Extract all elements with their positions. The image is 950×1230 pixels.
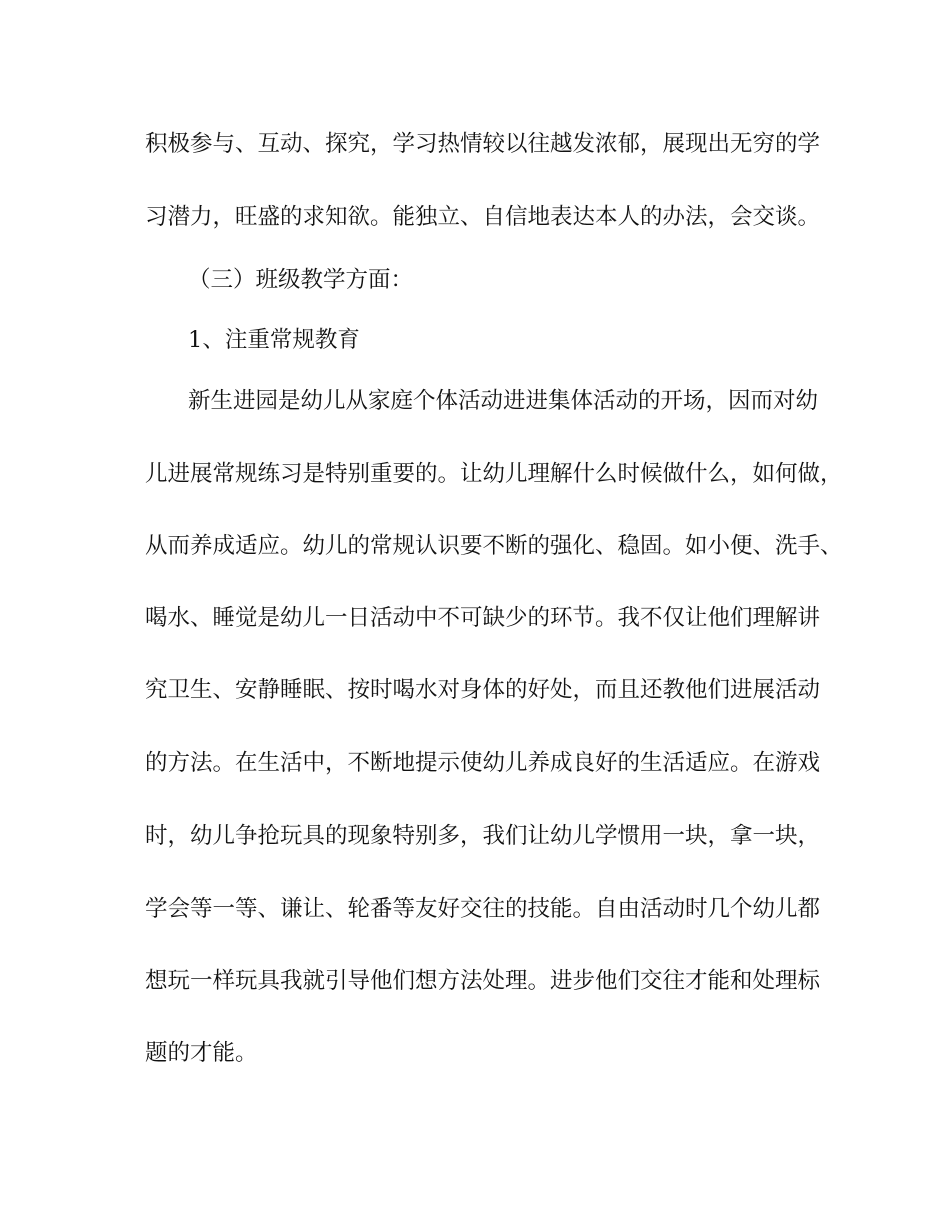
paragraph-line: 积极参与、互动、探究，学习热情较以往越发浓郁，展现出无穷的学 <box>145 131 821 157</box>
paragraph-line: 题的才能。 <box>145 1040 258 1066</box>
paragraph-line: 学会等一等、谦让、轮番等友好交往的技能。自由活动时几个幼儿都 <box>145 896 821 922</box>
subsection-heading: 1、注重常规教育 <box>188 327 360 353</box>
paragraph-line: 喝水、睡觉是幼儿一日活动中不可缺少的环节。我不仅让他们理解讲 <box>145 605 821 631</box>
paragraph-line: 想玩一样玩具我就引导他们想方法处理。进步他们交往才能和处理标 <box>145 968 821 994</box>
paragraph-line: 究卫生、安静睡眠、按时喝水对身体的好处，而且还教他们进展活动 <box>145 677 821 703</box>
section-heading: （三）班级教学方面： <box>188 267 414 293</box>
paragraph-line: 的方法。在生活中，不断地提示使幼儿养成良好的生活适应。在游戏 <box>145 750 821 776</box>
paragraph-line: 从而养成适应。幼儿的常规认识要不断的强化、稳固。如小便、洗手、 <box>145 533 843 559</box>
paragraph-line: 新生进园是幼儿从家庭个体活动进进集体活动的开场，因而对幼 <box>188 388 819 414</box>
paragraph-line: 时，幼儿争抢玩具的现象特别多，我们让幼儿学惯用一块，拿一块， <box>145 823 821 849</box>
paragraph-line: 儿进展常规练习是特别重要的。让幼儿理解什么时候做什么，如何做， <box>145 461 843 487</box>
paragraph-line: 习潜力，旺盛的求知欲。能独立、自信地表达本人的办法，会交谈。 <box>145 204 821 230</box>
